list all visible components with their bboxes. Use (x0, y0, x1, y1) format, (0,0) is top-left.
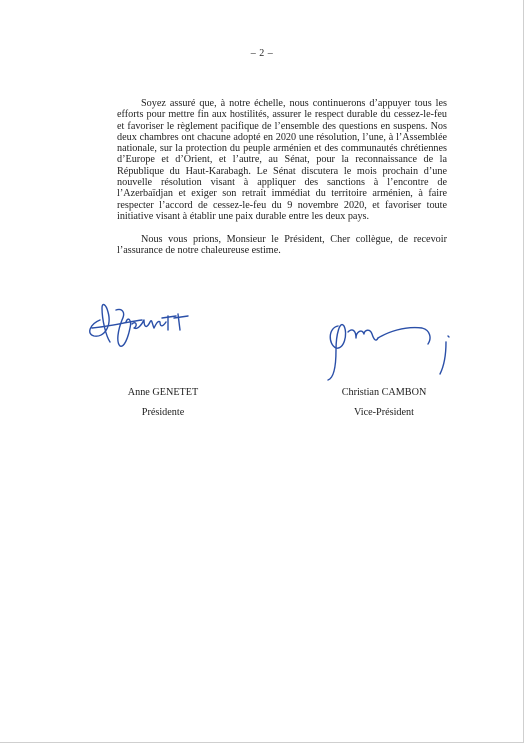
signatory-name-right: Christian CAMBON (341, 387, 427, 398)
signature-block (0, 290, 524, 440)
signature-anne-genetet (82, 290, 212, 360)
signatory-title-left: Présidente (141, 407, 185, 418)
page-number: – 2 – (250, 48, 274, 59)
body-paragraph-1: Soyez assuré que, à notre échelle, nous continuerons d’appuyer tous les efforts pour mettre fin aux hostilités, assurer le respect durable du cessez-le-feu et favoriser le règlement pacifique de l’ensemble des questions en suspens. Nos deux chambres ont chacune adopté en 2020 une résolution, l’une, à l’Assemblée nationale, sur la protection du peuple arménien et des communautés chrétiennes d’Europe et d’Orient, et l’autre, au Sénat, pour la reconnaissance de la République du Haut-Karabagh. Le Sénat discutera le mois prochain d’une nouvelle résolution visant à appliquer des sanctions à l’encontre de l’Azerbaïdjan et exiger son retrait immédiat du territoire arménien, à faire respecter l’accord de cessez-le-feu du 9 novembre 2020, et favoriser toute initiative visant à établir une paix durable entre les deux pays. (117, 98, 447, 222)
signatory-name-left: Anne GENETET (127, 387, 199, 398)
signature-christian-cambon (318, 304, 468, 384)
signatory-title-right: Vice-Président (354, 407, 414, 418)
body-paragraph-2: Nous vous prions, Monsieur le Président, Cher collègue, de recevoir l’assurance de notre chaleureuse estime. (117, 234, 447, 257)
